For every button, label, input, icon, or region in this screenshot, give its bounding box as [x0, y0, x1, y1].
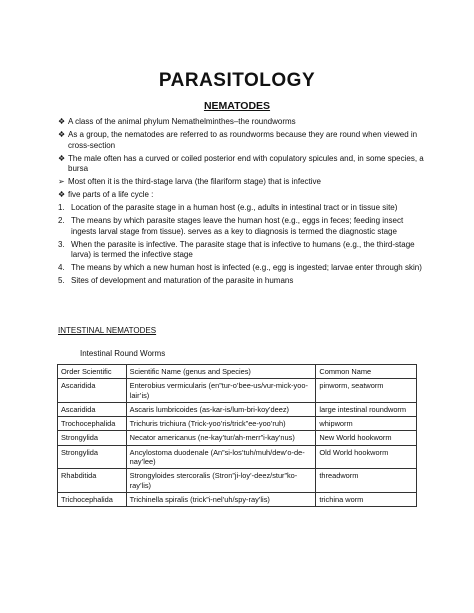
diamond-bullet-icon: ❖ [58, 190, 66, 200]
cell-scientific-name: Trichinella spiralis (trick”i-nel’uh/spy-ray’lis) [126, 492, 316, 506]
table-row [58, 402, 417, 416]
bullet-item [58, 177, 428, 188]
column-header: Order Scientific [58, 365, 127, 379]
column-header: Scientific Name (genus and Species) [126, 365, 316, 379]
cell-scientific-name: Ascaris lumbricoides (as-kar-is/lum-bri-koy’deez) [126, 402, 316, 416]
arrow-bullet-icon: ➢ [58, 177, 65, 187]
table-row [58, 431, 417, 445]
bullet-item [58, 130, 428, 151]
bullet-item [58, 154, 428, 175]
bullet-text: A class of the animal phylum Nemathelminthes–the roundworms [68, 117, 296, 126]
table-header-row [58, 365, 417, 379]
diamond-bullet-icon: ❖ [58, 129, 66, 139]
numbered-text: Location of the parasite stage in a human host (e.g., adults in intestinal tract or in tissue site) [71, 203, 398, 213]
numbered-item [58, 263, 428, 274]
cell-order: Strongylida [58, 431, 127, 445]
item-number: 4. [58, 263, 65, 273]
bullet-text: five parts of a life cycle : [68, 190, 154, 200]
numbered-text: The means by which a new human host is infected (e.g., egg is ingested; larvae enter through skin) [71, 263, 422, 273]
bullet-text: Most often it is the third-stage larva (the filariform stage) that is infective [68, 177, 321, 187]
cell-common-name: pinworm, seatworm [316, 379, 417, 403]
cell-scientific-name: Ancylostoma duodenale (An”si-los’tuh/muh/dew’o-de-nay’lee) [126, 445, 316, 469]
bullet-text: As a group, the nematodes are referred to as roundworms because they are round when viewed in cross-section [68, 129, 418, 150]
bullet-item [58, 190, 428, 201]
cell-common-name: large intestinal roundworm [316, 402, 417, 416]
item-number: 3. [58, 239, 65, 249]
cell-scientific-name: Necator americanus (ne-kay’tur/ah-merr”i-kay’nus) [126, 431, 316, 445]
item-number: 2. [58, 216, 65, 226]
cell-order: Trochocephalida [58, 417, 127, 431]
cell-order: Trichocephalida [58, 492, 127, 506]
numbered-item [58, 240, 428, 261]
numbered-item [58, 216, 428, 237]
table-row [58, 417, 417, 431]
column-header: Common Name [316, 365, 417, 379]
content-list [58, 117, 428, 289]
worms-table [57, 364, 417, 507]
item-number: 1. [58, 203, 65, 213]
table-row [58, 445, 417, 469]
cell-order: Strongylida [58, 445, 127, 469]
cell-common-name: trichina worm [316, 492, 417, 506]
bullet-text: The male often has a curved or coiled posterior end with copulatory spicules and, in some species, a bursa [68, 153, 424, 174]
cell-order: Ascaridida [58, 402, 127, 416]
table-caption: Intestinal Round Worms [80, 349, 166, 358]
bullet-item [58, 117, 428, 128]
cell-common-name: New World hookworm [316, 431, 417, 445]
item-number: 5. [58, 276, 65, 286]
table-row [58, 492, 417, 506]
cell-scientific-name: Strongyloides stercoralis (Stron”ji-loy’-deez/stur”ko-ray’lis) [126, 469, 316, 493]
cell-common-name: whipworm [316, 417, 417, 431]
page-title: PARASITOLOGY [158, 70, 316, 91]
numbered-item [58, 276, 428, 287]
numbered-text: When the parasite is infective. The parasite stage that is infective to humans (e.g., the third-stage larva) is termed the infective stage [71, 239, 415, 260]
diamond-bullet-icon: ❖ [58, 117, 66, 126]
section-title-nematodes: NEMATODES [203, 100, 271, 112]
cell-common-name: Old World hookworm [316, 445, 417, 469]
numbered-item [58, 203, 428, 214]
table-row [58, 379, 417, 403]
cell-scientific-name: Enterobius vermicularis (en”tur-o’bee-us/vur-mick-yoo-lair’is) [126, 379, 316, 403]
numbered-text: The means by which parasite stages leave the human host (e.g., eggs in feces; feeding insect ingests larval stage from tissue). serves as a key to diagnosis is termed the diagnostic stage [71, 216, 404, 236]
table-row [58, 469, 417, 493]
cell-scientific-name: Trichuris trichiura (Trick-yoo’ris/trick”ee-yoo’ruh) [126, 417, 316, 431]
cell-order: Ascaridida [58, 379, 127, 403]
cell-common-name: threadworm [316, 469, 417, 493]
diamond-bullet-icon: ❖ [58, 153, 66, 163]
section-heading-intestinal: INTESTINAL NEMATODES [58, 326, 157, 335]
numbered-text: Sites of development and maturation of the parasite in humans [71, 276, 294, 286]
cell-order: Rhabditida [58, 469, 127, 493]
